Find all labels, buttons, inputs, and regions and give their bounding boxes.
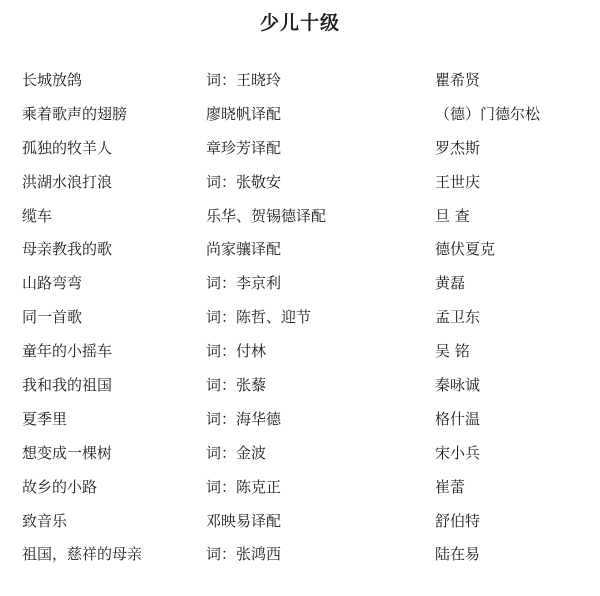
lyricist-credit: 词：张敬安 <box>206 172 282 191</box>
song-row <box>0 437 600 471</box>
song-title: 致音乐 <box>22 511 68 530</box>
song-title: 我和我的祖国 <box>22 376 113 395</box>
song-row <box>0 505 600 539</box>
composer-name: 格什温 <box>435 409 481 428</box>
composer-name: 陆在易 <box>435 545 481 564</box>
lyricist-credit: 词：金波 <box>206 443 267 462</box>
song-row <box>0 132 600 166</box>
lyricist-credit: 尚家骧译配 <box>206 240 282 259</box>
lyricist-credit: 廖晓帆译配 <box>206 104 282 123</box>
lyricist-credit: 词：王晓玲 <box>206 71 282 89</box>
lyricist-credit: 词：陈克正 <box>206 477 282 496</box>
composer-name: 德伏夏克 <box>435 240 496 259</box>
composer-name: 旦 查 <box>435 206 470 225</box>
song-list <box>0 64 600 572</box>
lyricist-credit: 章珍芳译配 <box>206 138 282 157</box>
song-row <box>0 233 600 267</box>
song-title: 洪湖水浪打浪 <box>22 172 113 191</box>
song-title: 童年的小摇车 <box>22 342 113 361</box>
song-row <box>0 166 600 200</box>
composer-name: 崔蕾 <box>435 477 466 496</box>
song-row <box>0 403 600 437</box>
song-row <box>0 538 600 572</box>
song-title: 缆车 <box>22 206 53 225</box>
song-title: 山路弯弯 <box>22 274 83 293</box>
composer-name: 秦咏诚 <box>435 376 481 395</box>
composer-name: 罗杰斯 <box>435 138 481 157</box>
song-row <box>0 267 600 301</box>
song-title: 同一首歌 <box>22 308 83 327</box>
composer-name: 瞿希贤 <box>435 71 481 89</box>
lyricist-credit: 词：张鸿西 <box>206 545 282 564</box>
song-title: 母亲教我的歌 <box>22 240 113 259</box>
composer-name: 黄磊 <box>435 274 466 293</box>
song-row <box>0 200 600 234</box>
song-title: 故乡的小路 <box>22 477 98 496</box>
song-title: 长城放鸽 <box>22 71 83 89</box>
lyricist-credit: 词：付林 <box>206 342 267 361</box>
song-row <box>0 301 600 335</box>
composer-name: 吴 铭 <box>435 342 470 361</box>
song-row <box>0 471 600 505</box>
lyricist-credit: 词：海华德 <box>206 409 282 428</box>
lyricist-credit: 邓映易译配 <box>206 511 282 530</box>
composer-name: 王世庆 <box>435 172 481 191</box>
song-row <box>0 98 600 132</box>
song-title: 想变成一棵树 <box>22 443 113 462</box>
lyricist-credit: 词：张藜 <box>206 376 267 395</box>
composer-name: 孟卫东 <box>435 308 481 327</box>
song-row <box>0 335 600 369</box>
song-row <box>0 369 600 403</box>
song-title: 祖国，慈祥的母亲 <box>22 545 143 564</box>
page-title: 少儿十级 <box>259 12 340 34</box>
lyricist-credit: 词：陈哲、迎节 <box>206 308 312 327</box>
song-row <box>0 64 600 98</box>
song-title: 夏季里 <box>22 409 68 428</box>
lyricist-credit: 乐华、贺锡德译配 <box>206 206 327 225</box>
song-title: 孤独的牧羊人 <box>22 138 113 157</box>
song-title: 乘着歌声的翅膀 <box>22 104 128 123</box>
composer-name: 宋小兵 <box>435 443 481 462</box>
composer-name: （德）门德尔松 <box>435 104 541 123</box>
composer-name: 舒伯特 <box>435 511 481 530</box>
lyricist-credit: 词：李京利 <box>206 274 282 293</box>
